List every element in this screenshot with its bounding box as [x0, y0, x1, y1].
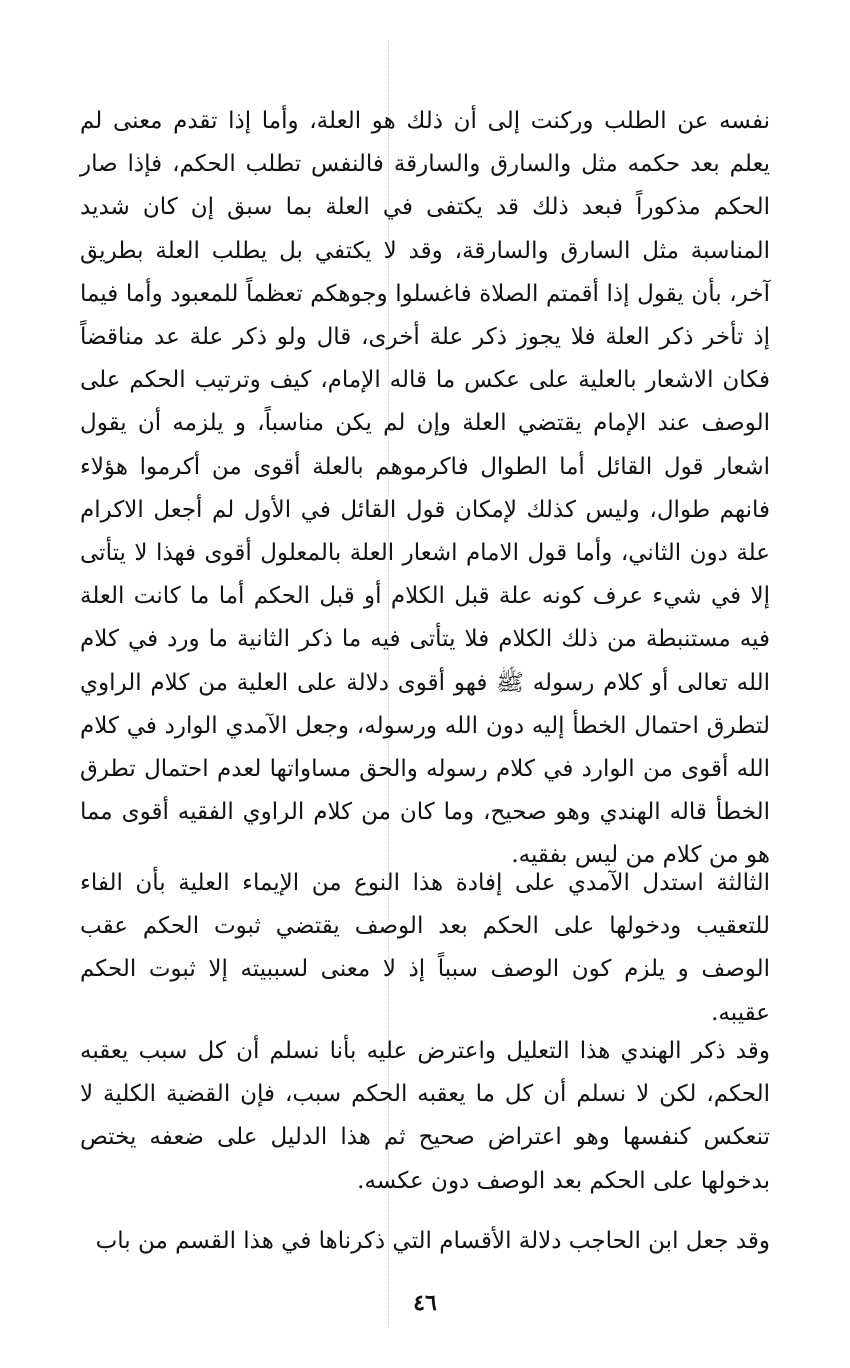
page-number: ٤٦: [413, 1290, 437, 1316]
paragraph-2: الثالثة استدل الآمدي على إفادة هذا النوع من الإيماء العلية بأن الفاء للتعقيب ودخولها على الحكم بعد الوصف يقتضي ثبوت الحكم عقب الوصف و يلزم كون الوصف سبباً إذ لا معنى لسببيته إلا ثبوت الحكم عقيبه.: [80, 870, 770, 1026]
paragraph-3: وقد ذكر الهندي هذا التعليل واعترض عليه بأنا نسلم أن كل سبب يعقبه الحكم، لكن لا نسلم أن كل ما يعقبه الحكم سبب، فإن القضية الكلية لا تنعكس كنفسها وهو اعتراض صحيح ثم هذا الدليل على ضعفه يختص بدخولها على الحكم بعد الوصف دون عكسه.: [80, 1038, 770, 1194]
paragraph-4: وقد جعل ابن الحاجب دلالة الأقسام التي ذكرناها في هذا القسم من باب: [95, 1228, 770, 1254]
paragraph-1: نفسه عن الطلب وركنت إلى أن ذلك هو العلة، وأما إذا تقدم معنى لم يعلم بعد حكمه مثل والسارق والسارقة فالنفس تطلب الحكم، فإذا صار الحكم مذكوراً فبعد ذلك قد يكتفى في العلة بما سبق إن كان شديد المناسبة مثل السارق والسارقة، وقد لا يكتفي بل يطلب العلة بطريق آخر، بأن يقول إذا أقمتم الصلاة فاغسلوا وجوهكم تعظماً للمعبود وأما فيما إذ تأخر ذكر العلة فلا يجوز ذكر علة أخرى، قال ولو ذكر علة عد مناقضاً فكان الاشعار بالعلية على عكس ما قاله الإمام، كيف وترتيب الحكم على الوصف عند الإمام يقتضي العلة وإن لم يكن مناسباً، و يلزمه أن يقول اشعار قول القائل أما الطوال فاكرموهم بالعلة أقوى من أكرموا هؤلاء فانهم طوال، وليس كذلك لإمكان قول القائل في الأول لم أجعل الاكرام علة دون الثاني، وأما قول الامام اشعار العلة بالمعلول أقوى فهذا لا يتأتى إلا في شيء عرف كونه علة قبل الكلام أو قبل الحكم أما ما كانت العلة فيه مستنبطة من ذلك الكلام فلا يتأتى فيه ما ذكر الثانية ما ورد في كلام الله تعالى أو كلام رسوله ﷺ فهو أقوى دلالة على العلية من كلام الراوي لتطرق احتمال الخطأ إليه دون الله ورسوله، وجعل الآمدي الوارد في كلام الله أقوى من الوارد في كلام رسوله والحق مساواتها لعدم احتمال تطرق الخطأ قاله الهندي وهو صحيح، وما كان من كلام الراوي الفقيه أقوى مما هو من كلام من ليس بفقيه.: [80, 108, 770, 869]
